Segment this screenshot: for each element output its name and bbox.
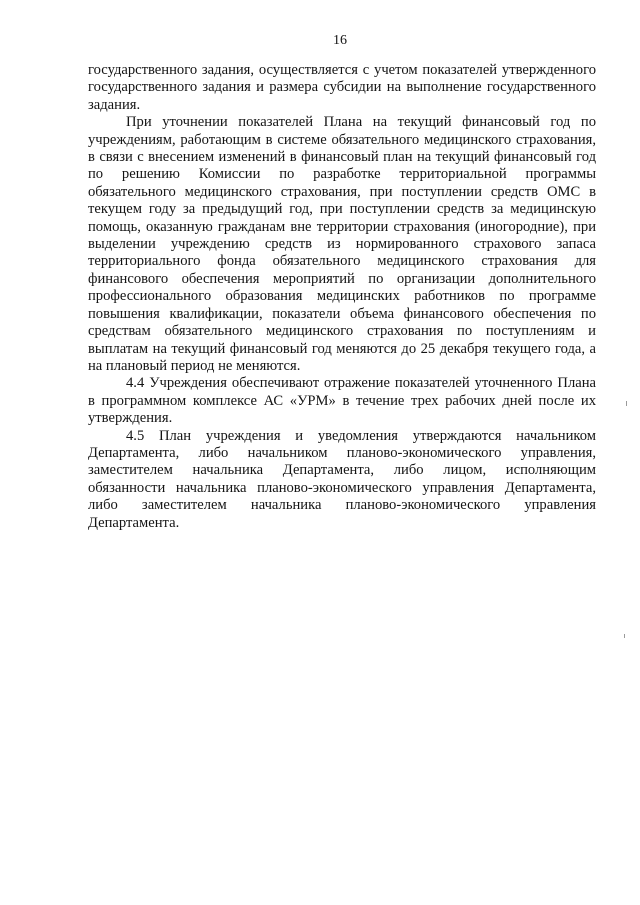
paragraph-clause-4-5: 4.5 План учреждения и уведомления утверждаются начальником Департамента, либо начальником планово-экономического управления, заместителем начальника Департамента, либо лицом, исполняющим обязанности начальника планово-экономического управления Департамента, либо заместителем начальника планово-экономического управления Департамента. xyxy=(88,427,596,531)
paragraph-continuation: государственного задания, осуществляется с учетом показателей утвержденного государственного задания и размера субсидии на выполнение государственного задания. xyxy=(88,62,596,113)
paragraph-plan-clarification: При уточнении показателей Плана на текущий финансовый год по учреждениям, работающим в системе обязательного медицинского страхования, в связи с внесением изменений в финансовый план на текущий финансовый год по решению Комиссии по разработке территориальной программы обязательного медицинского страхования, при поступлении средств ОМС в текущем году за предыдущий год, при поступлении средств за медицинскую помощь, оказанную гражданам вне территории страхования (иногородние), при выделении учреждению средств из нормированного страхового запаса территориального фонда обязательного медицинского страхования для финансового обеспечения мероприятий по организации дополнительного профессионального образования медицинских работников по программе повышения квалификации, показатели объема финансового обеспечения по средствам обязательного медицинского страхования по поступлениям и выплатам на текущий финансовый год меняются до 25 декабря текущего года, а на плановый период не меняются. xyxy=(88,114,596,374)
document-body xyxy=(88,62,596,532)
scan-artifact-mark xyxy=(626,401,627,406)
scan-artifact-mark xyxy=(624,634,625,638)
paragraph-clause-4-4: 4.4 Учреждения обеспечивают отражение показателей уточненного Плана в программном комплексе АС «УРМ» в течение трех рабочих дней после их утверждения. xyxy=(88,375,596,427)
page-number: 16 xyxy=(333,33,347,48)
